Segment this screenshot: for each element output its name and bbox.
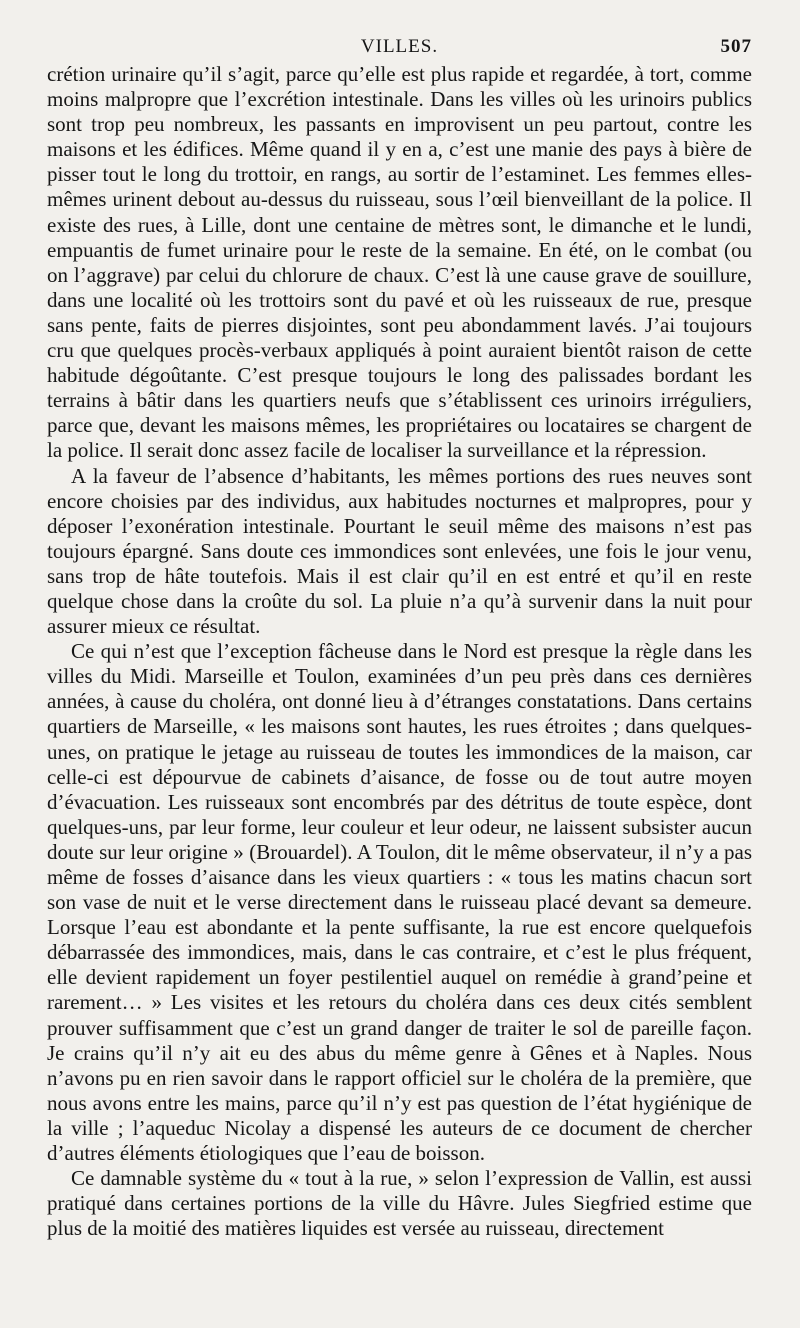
page-number: 507 bbox=[720, 36, 752, 57]
paragraph: crétion urinaire qu’il s’agit, parce qu’elle est plus rapide et regardée, à tort, comme moins malpropre que l’excrétion intestinale. Dans les villes où les urinoirs publics sont trop peu nombreux, les passants en improvisent un peu partout, contre les maisons et les édifices. Même quand il y en a, c’est une manie des pays à bière de pisser tout le long du trottoir, en rangs, au sortir de l’estaminet. Les femmes elles-mêmes urinent debout au-dessus du ruisseau, sous l’œil bienveillant de la police. Il existe des rues, à Lille, dont une centaine de mètres sont, le dimanche et le lundi, empuantis de fumet urinaire pour le reste de la semaine. En été, on le combat (ou on l’aggrave) par celui du chlorure de chaux. C’est là une cause grave de souillure, dans une localité où les trottoirs sont du pavé et où les ruisseaux de rue, presque sans pente, faits de pierres disjointes, sont peu abondamment lavés. J’ai toujours cru que quelques procès-verbaux appliqués à point auraient bientôt raison de cette habitude dégoûtante. C’est presque toujours le long des palissades bordant les terrains à bâtir dans les quartiers neufs que s’établissent ces urinoirs irréguliers, parce que, devant les maisons mêmes, les propriétaires ou locataires se chargent de la police. Il serait donc assez facile de localiser la surveillance et la répression. bbox=[47, 62, 752, 463]
running-head-title: VILLES. bbox=[360, 36, 439, 57]
running-head bbox=[47, 32, 752, 62]
paragraph: Ce damnable système du « tout à la rue, » selon l’expression de Vallin, est aussi pratiqué dans certaines portions de la ville du Hâvre. Jules Siegfried estime que plus de la moitié des matières liquides est versée au ruisseau, directement bbox=[47, 1166, 752, 1241]
body-text bbox=[47, 62, 752, 1241]
paragraph: Ce qui n’est que l’exception fâcheuse dans le Nord est presque la règle dans les villes du Midi. Marseille et Toulon, examinées d’un peu près dans ces dernières années, à cause du choléra, ont donné lieu à d’étranges constatations. Dans certains quartiers de Marseille, « les maisons sont hautes, les rues étroites ; dans quelques-unes, on pratique le jetage au ruisseau de toutes les immondices de la maison, car celle-ci est dépourvue de cabinets d’aisance, de fosse ou de tout autre moyen d’évacuation. Les ruisseaux sont encombrés par des détritus de toute espèce, dont quelques-uns, par leur forme, leur couleur et leur odeur, ne laissent subsister aucun doute sur leur origine » (Brouardel). A Toulon, dit le même observateur, il n’y a pas même de fosses d’aisance dans les vieux quartiers : « tous les matins chacun sort son vase de nuit et le verse directement dans le ruisseau placé devant sa demeure. Lorsque l’eau est abondante et la pente suffisante, la rue est encore quelquefois débarrassée des immondices, mais, dans le cas contraire, et c’est le plus fréquent, elle devient rapidement un foyer pestilentiel auquel on remédie à grand’peine et rarement… » Les visites et les retours du choléra dans ces deux cités semblent prouver suffisamment que c’est un grand danger de traiter le sol de pareille façon. Je crains qu’il n’y ait eu des abus du même genre à Gênes et à Naples. Nous n’avons pu en rien savoir dans le rapport officiel sur le choléra de la première, que nous avons entre les mains, parce qu’il n’y est pas question de l’état hygiénique de la ville ; l’aqueduc Nicolay a dispensé les auteurs de ce document de chercher d’autres éléments étiologiques que l’eau de boisson. bbox=[47, 639, 752, 1166]
paragraph: A la faveur de l’absence d’habitants, les mêmes portions des rues neuves sont encore choisies par des individus, aux habitudes nocturnes et malpropres, pour y déposer l’exonération intestinale. Pourtant le seuil même des maisons n’est pas toujours épargné. Sans doute ces immondices sont enlevées, une fois le jour venu, sans trop de hâte toutefois. Mais il est clair qu’il en est entré et qu’il en reste quelque chose dans la croûte du sol. La pluie n’a qu’à survenir dans la nuit pour assurer mieux ce résultat. bbox=[47, 463, 752, 639]
